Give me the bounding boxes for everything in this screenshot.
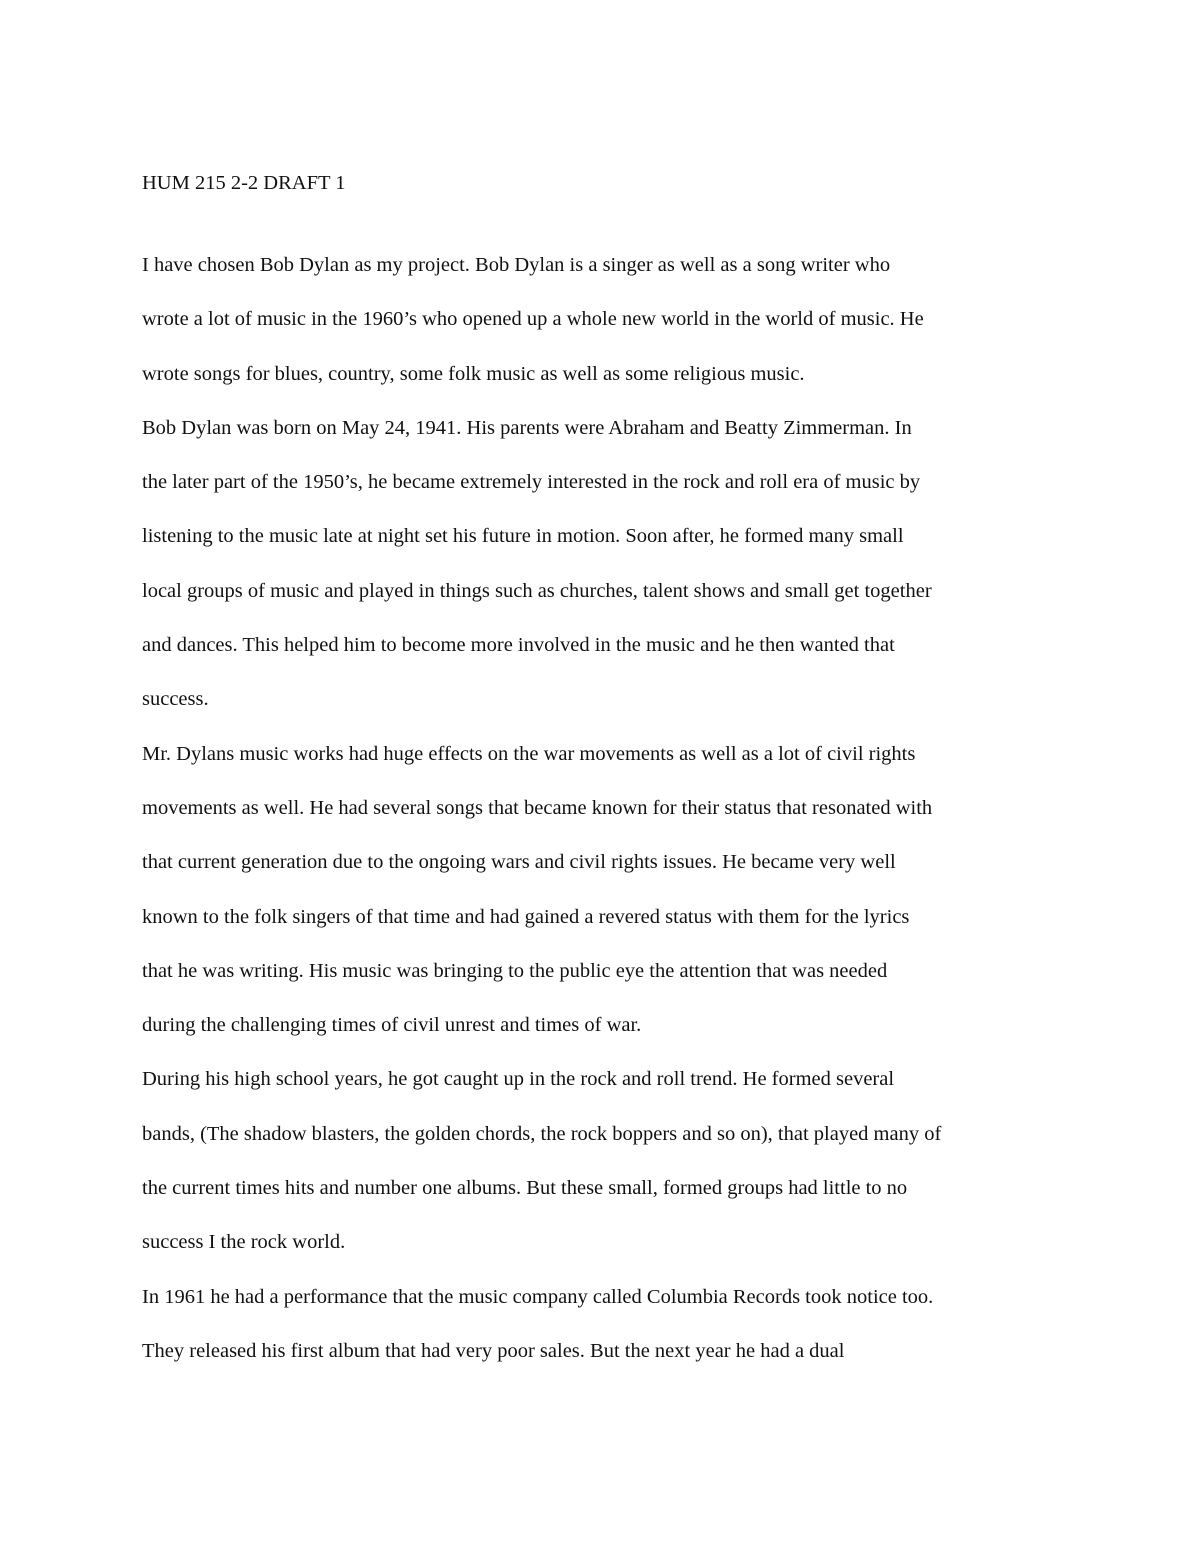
text-line: movements as well. He had several songs that became known for their status that resonated with <box>142 796 933 819</box>
text-line: wrote songs for blues, country, some folk music as well as some religious music. <box>142 362 805 385</box>
text-line: success. <box>142 688 209 711</box>
text-line: During his high school years, he got caught up in the rock and roll trend. He formed several <box>142 1068 895 1091</box>
text-line: that current generation due to the ongoing wars and civil rights issues. He became very well <box>142 851 896 874</box>
text-line: during the challenging times of civil unrest and times of war. <box>142 1014 642 1037</box>
text-line: In 1961 he had a performance that the music company called Columbia Records took notice too. <box>142 1285 934 1308</box>
text-line: that he was writing. His music was bringing to the public eye the attention that was needed <box>142 959 888 982</box>
document-title: HUM 215 2-2 DRAFT 1 <box>142 172 346 194</box>
text-line: local groups of music and played in things such as churches, talent shows and small get together <box>142 579 932 602</box>
text-line: I have chosen Bob Dylan as my project. Bob Dylan is a singer as well as a song writer who <box>142 254 891 276</box>
text-line: success I the rock world. <box>142 1231 346 1254</box>
text-line: and dances. This helped him to become more involved in the music and he then wanted that <box>142 634 895 657</box>
text-line: listening to the music late at night set his future in motion. Soon after, he formed many small <box>142 525 904 548</box>
text-line: the current times hits and number one albums. But these small, formed groups had little to no <box>142 1177 908 1200</box>
text-line: wrote a lot of music in the 1960’s who opened up a whole new world in the world of music. He <box>142 308 924 331</box>
text-line: the later part of the 1950’s, he became extremely interested in the rock and roll era of music by <box>142 471 921 494</box>
text-line: They released his first album that had very poor sales. But the next year he had a dual <box>142 1339 845 1362</box>
text-line: Mr. Dylans music works had huge effects on the war movements as well as a lot of civil rights <box>142 742 916 765</box>
text-line: bands, (The shadow blasters, the golden chords, the rock boppers and so on), that played many of <box>142 1122 942 1145</box>
text-line: Bob Dylan was born on May 24, 1941. His parents were Abraham and Beatty Zimmerman. In <box>142 416 912 439</box>
text-line: known to the folk singers of that time and had gained a revered status with them for the lyrics <box>142 905 910 928</box>
document-body <box>142 248 1082 1388</box>
